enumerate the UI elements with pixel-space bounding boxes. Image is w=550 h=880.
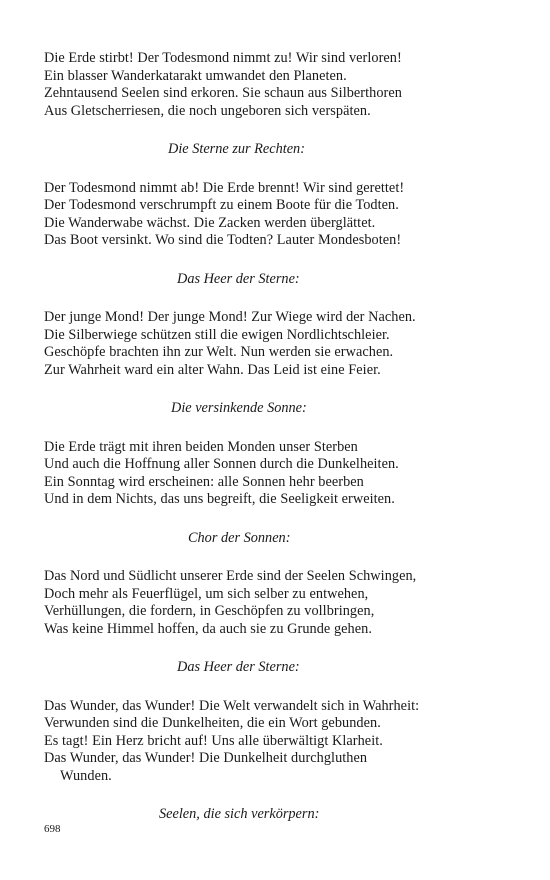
verse-line-continuation: Wunden. <box>60 767 112 784</box>
speaker-heading: Das Heer der Sterne: <box>177 270 300 287</box>
verse-line: Das Nord und Südlicht unserer Erde sind der Seelen Schwingen, <box>44 568 417 584</box>
stanza-4 <box>44 439 514 509</box>
verse-line: Es tagt! Ein Herz bricht auf! Uns alle überwältigt Klarheit. <box>44 732 383 749</box>
page-number: 698 <box>44 823 61 835</box>
verse-line: Und in dem Nichts, das uns begreift, die Seeligkeit erweiten. <box>44 491 395 507</box>
speaker-heading: Das Heer der Sterne: <box>177 659 300 675</box>
poem-page <box>44 50 514 845</box>
verse-line: Die Wanderwabe wächst. Die Zacken werden überglättet. <box>44 214 376 231</box>
verse-line: Zur Wahrheit ward ein alter Wahn. Das Leid ist eine Feier. <box>44 361 381 378</box>
verse-line: Das Wunder, das Wunder! Die Welt verwandelt sich in Wahrheit: <box>44 697 420 714</box>
verse-line: Verwunden sind die Dunkelheiten, die ein Wort gebunden. <box>44 715 381 731</box>
stanza-1 <box>44 50 514 120</box>
verse-line: Aus Gletscherriesen, die noch ungeboren sich verspäten. <box>44 102 371 119</box>
verse-line: Der junge Mond! Der junge Mond! Zur Wiege wird der Nachen. <box>44 309 416 325</box>
stanza-6 <box>44 698 514 786</box>
verse-line: Zehntausend Seelen sind erkoren. Sie schaun aus Silberthoren <box>44 85 402 101</box>
stanza-5 <box>44 568 514 638</box>
verse-line: Der Todesmond verschrumpft zu einem Boote für die Todten. <box>44 197 399 213</box>
stanza-2 <box>44 180 514 250</box>
verse-line: Verhüllungen, die fordern, in Geschöpfen zu vollbringen, <box>44 603 375 619</box>
verse-line: Was keine Himmel hoffen, da auch sie zu Grunde gehen. <box>44 620 372 637</box>
verse-line: Die Erde stirbt! Der Todesmond nimmt zu! Wir sind verloren! <box>44 50 402 66</box>
speaker-heading: Seelen, die sich verkörpern: <box>159 806 320 822</box>
verse-line: Und auch die Hoffnung aller Sonnen durch die Dunkelheiten. <box>44 456 399 472</box>
stanza-3 <box>44 309 514 379</box>
verse-line: Der Todesmond nimmt ab! Die Erde brennt! Wir sind gerettet! <box>44 179 405 196</box>
verse-line: Ein Sonntag wird erscheinen: alle Sonnen hehr beerben <box>44 473 364 490</box>
speaker-heading: Chor der Sonnen: <box>188 529 291 546</box>
verse-line: Das Wunder, das Wunder! Die Dunkelheit durchgluthen <box>44 750 368 766</box>
verse-line: Ein blasser Wanderkatarakt umwandet den Planeten. <box>44 67 347 84</box>
verse-line: Doch mehr als Feuerflügel, um sich selber zu entwehen, <box>44 585 369 602</box>
speaker-heading: Die Sterne zur Rechten: <box>168 141 305 157</box>
verse-line: Das Boot versinkt. Wo sind die Todten? Lauter Mondesboten! <box>44 232 402 248</box>
verse-line: Die Erde trägt mit ihren beiden Monden unser Sterben <box>44 438 358 455</box>
speaker-heading: Die versinkende Sonne: <box>171 400 307 416</box>
verse-line: Geschöpfe brachten ihn zur Welt. Nun werden sie erwachen. <box>44 344 394 360</box>
verse-line: Die Silberwiege schützen still die ewigen Nordlichtschleier. <box>44 326 390 343</box>
